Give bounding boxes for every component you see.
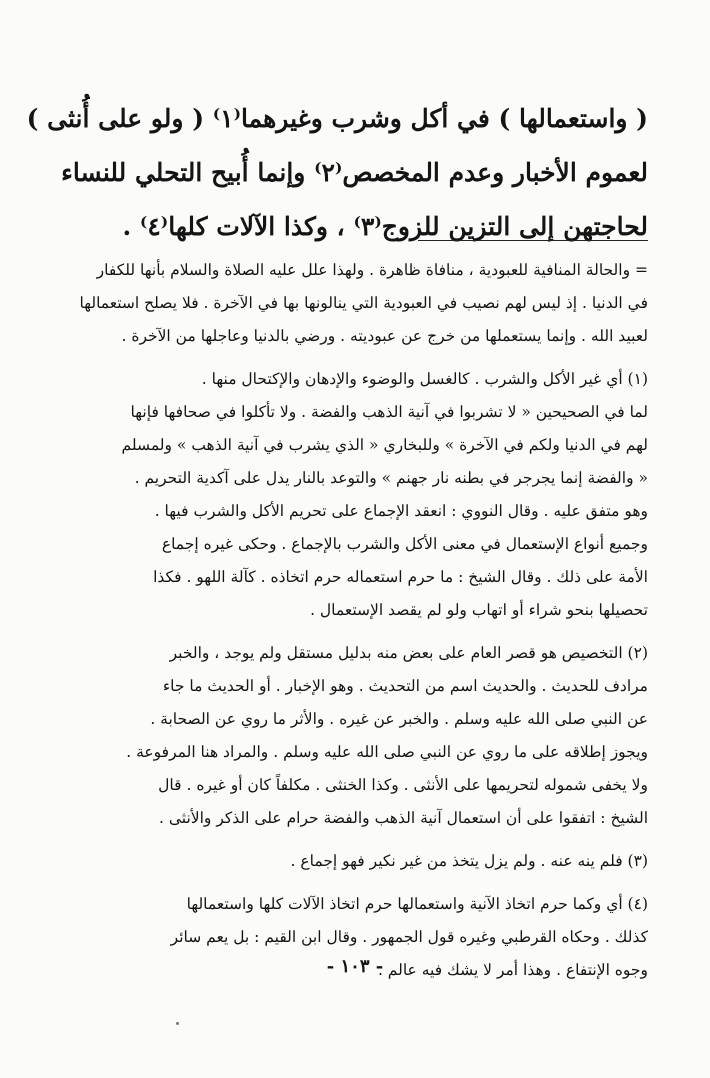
footnote-line: ولا يخفى شموله لتحريمها على الأنثى . وكذا الخنثى . مكلفاً كان أو غيره . قال: [158, 776, 648, 794]
footnote-line: (٢) التخصيص هو قصر العام على بعض منه بدليل مستقل ولم يوجد ، والخبر: [169, 644, 648, 662]
footnote-line: الشيخ : اتفقوا على أن استعمال آنية الذهب والفضة حرام على الذكر والأنثى .: [159, 809, 648, 827]
footnote-line: لهم في الدنيا ولكم في الآخرة » وللبخاري « الذي يشرب في آنية الذهب » ولمسلم: [121, 436, 648, 454]
footnote-3: [62, 845, 648, 878]
main-text: [26, 92, 648, 254]
footnote-line: وجوه الإنتفاع . وهذا أمر لا يشك فيه عالم .: [377, 961, 648, 979]
footnote-line: تحصيلها بنحو شراء أو اتهاب ولو لم يقصد الإستعمال .: [310, 601, 648, 619]
footnote-continued: [62, 254, 648, 353]
footnotes: [62, 254, 648, 997]
footnote-line: لما في الصحيحين « لا تشربوا في آنية الذهب والفضة . ولا تأكلوا في صحافها فإنها: [130, 403, 648, 421]
footnote-line: ويجوز إطلاقه على ما روي عن النبي صلى الله عليه وسلم . والمراد هنا المرفوعة .: [126, 743, 648, 761]
footnote-line: كذلك . وحكاه القرطبي وغيره قول الجمهور . وقال ابن القيم : بل يعم سائر: [170, 928, 648, 946]
footnote-line: في الدنيا . إذ ليس لهم نصيب في العبودية التي ينالونها بها في الآخرة . فلا يصلح استعمالها: [79, 294, 648, 312]
footnote-line: مرادف للحديث . والحديث اسم من التحديث . وهو الإخبار . أو الحديث ما جاء: [162, 677, 648, 695]
page-number: - ١٠٣ -: [326, 956, 384, 977]
footnote-line: (٤) أي وكما حرم اتخاذ الآنية واستعمالها حرم اتخاذ الآلات كلها واستعمالها: [186, 895, 648, 913]
footnote-1: [62, 363, 648, 627]
footnote-line: وجميع أنواع الإستعمال في معنى الأكل والشرب بالإجماع . وحكى غيره إجماع: [161, 535, 648, 553]
footnote-line: « والفضة إنما يجرجر في بطنه نار جهنم » والتوعد بالنار يدل على آكدية التحريم .: [134, 469, 648, 487]
footnote-line: (٣) فلم ينه عنه . ولم يزل يتخذ من غير نكير فهو إجماع .: [290, 852, 648, 870]
main-line: لحاجتهن إلى التزين للزوج⁽٣⁾ ، وكذا الآلات كلها⁽٤⁾ .: [122, 212, 648, 241]
scan-speck: [176, 1022, 179, 1025]
footnote-line: وهو متفق عليه . وقال النووي : انعقد الإجماع على تحريم الأكل والشرب فيها .: [154, 502, 648, 520]
footnote-line: = والحالة المنافية للعبودية ، منافاة ظاهرة . ولهذا علل عليه الصلاة والسلام بأنها للكفار: [96, 261, 648, 279]
main-line: ( واستعمالها ) في أكل وشرب وغيرهما⁽١⁾ ( ولو على أُنثى ): [26, 104, 648, 133]
footnote-line: الأمة على ذلك . وقال الشيخ : ما حرم استعماله حرم اتخاذه . كآلة اللهو . فكذا: [153, 568, 648, 586]
footnote-line: عن النبي صلى الله عليه وسلم . والخبر عن غيره . والأثر ما روي عن الصحابة .: [150, 710, 648, 728]
footnote-line: (١) أي غير الأكل والشرب . كالغسل والوضوء والإدهان والإكتحال منها .: [201, 370, 648, 388]
main-line: لعموم الأخبار وعدم المخصص⁽٢⁾ وإنما أُبيح التحلي للنساء: [61, 158, 648, 187]
footnote-separator: [418, 240, 648, 241]
footnote-line: لعبيد الله . وإنما يستعملها من خرج عن عبوديته . ورضي بالدنيا وعاجلها من الآخرة .: [121, 327, 648, 345]
footnote-2: [62, 637, 648, 835]
